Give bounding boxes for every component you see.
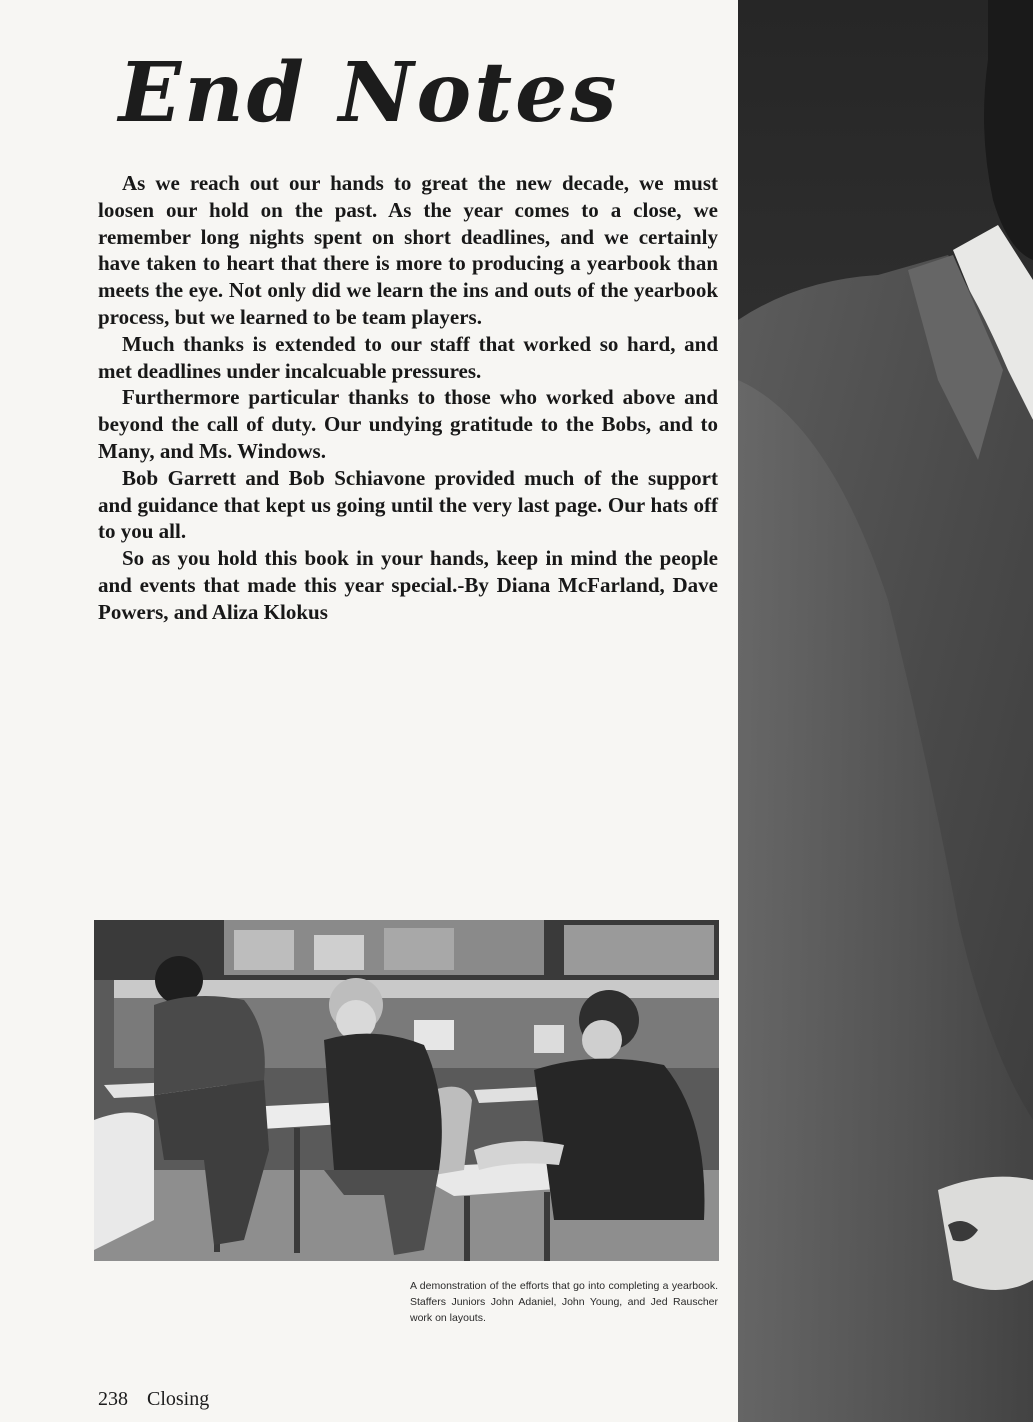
article-body [98, 170, 718, 626]
page-folio [98, 1388, 209, 1411]
paragraph-3: Furthermore particular thanks to those who worked above and beyond the call of duty. Our undying gratitude to the Bobs, and to Many, and Ms. Windows. [98, 385, 718, 463]
side-photo-man-in-suit [738, 0, 1033, 1422]
paragraph-5: So as you hold this book in your hands, keep in mind the people and events that made this year special.-By Diana McFarland, Dave Powers, and Aliza Klokus [98, 546, 718, 624]
side-photo-illustration [738, 0, 1033, 1422]
paragraph-1: As we reach out our hands to great the new decade, we must loosen our hold on the past. As the year comes to a close, we remember long nights spent on short deadlines, and we certainly have taken to heart that there is more to producing a yearbook than meets the eye. Not only did we learn the ins and outs of the yearbook process, but we learned to be team players. [98, 171, 718, 329]
classroom-photo-illustration [94, 920, 719, 1261]
section-name: Closing [147, 1388, 210, 1410]
classroom-photo [94, 920, 719, 1261]
page-title: End Notes [118, 45, 620, 141]
photo-caption: A demonstration of the efforts that go into completing a yearbook. Staffers Juniors John Adaniel, John Young, and Jed Rauscher work on layouts. [410, 1280, 718, 1324]
page-number: 238 [98, 1388, 128, 1410]
paragraph-2: Much thanks is extended to our staff that worked so hard, and met deadlines under incalcuable pressures. [98, 331, 718, 383]
paragraph-4: Bob Garrett and Bob Schiavone provided much of the support and guidance that kept us going until the very last page. Our hats off to you all. [98, 465, 718, 544]
